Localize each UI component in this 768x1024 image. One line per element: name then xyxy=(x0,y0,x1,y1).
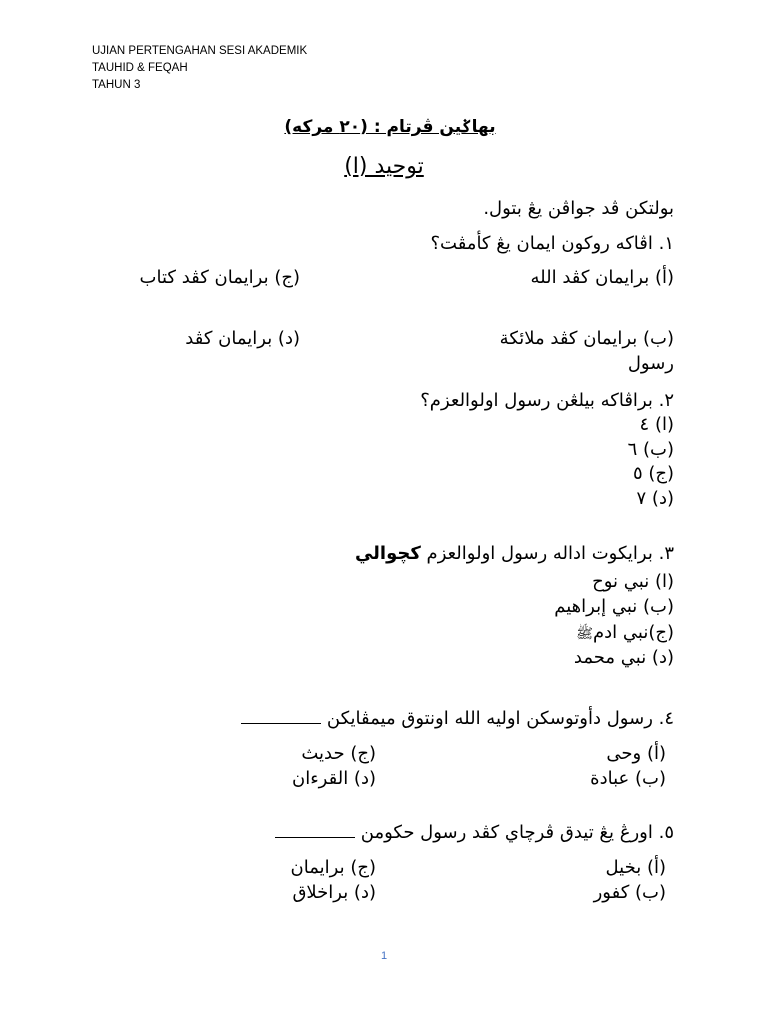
q3-option-a: (ا) نبي نوح xyxy=(592,571,674,592)
question-3-text: ٣. برايكوت اداله رسول اولوالعزم xyxy=(426,543,674,564)
q2-option-a: (ا) ٤ xyxy=(639,414,674,435)
q5-option-d: (د) براخلاق xyxy=(292,882,376,903)
question-3-keyword: كچوالي xyxy=(354,543,421,564)
question-5 xyxy=(275,822,674,844)
answer-blank xyxy=(241,721,321,724)
exam-title: UJIAN PERTENGAHAN SESI AKADEMIK xyxy=(92,45,308,57)
question-2: ٢. براڤاكه بيلڠن رسول اولوالعزم؟ xyxy=(420,390,674,411)
section-subtitle: توحيد (ا) xyxy=(344,154,424,179)
q3-option-b: (ب) نبي إبراهيم xyxy=(554,596,674,617)
q5-option-b: (ب) كفور xyxy=(593,882,666,903)
question-3 xyxy=(355,543,674,565)
q5-option-a: (أ) بخيل xyxy=(605,857,666,878)
subject-title: TAUHID & FEQAH xyxy=(92,62,188,74)
q3-option-c xyxy=(576,622,674,645)
q2-option-c: (ج) ٥ xyxy=(632,463,674,484)
question-4 xyxy=(241,708,674,730)
q4-option-c: (ج) حديث xyxy=(301,743,376,764)
q3-option-d: (د) نبي محمد xyxy=(573,647,674,668)
instruction: بولتكن ڤد جواڤن يڠ بتول. xyxy=(483,198,674,219)
section-title: بهاݢين ڤرتام : (٢٠ مركه) xyxy=(284,117,496,137)
q2-option-b: (ب) ٦ xyxy=(627,439,674,460)
q4-option-a: (أ) وحى xyxy=(606,743,666,764)
q1-option-d-continued: رسول xyxy=(627,353,674,374)
q1-option-a: (أ) برايمان كڤد الله xyxy=(530,267,674,288)
question-4-text: ٤. رسول دأوتوسكن اوليه الله اونتوق ميمڤايكن xyxy=(326,708,674,729)
salawat-symbol: ﷺ xyxy=(576,626,593,642)
page-number: 1 xyxy=(380,950,388,962)
q1-option-c: (ج) برايمان كڤد كتاب xyxy=(139,267,300,288)
q3-option-c-text: (ج)نبي ادم xyxy=(593,622,674,643)
q2-option-d: (د) ٧ xyxy=(636,488,674,509)
q4-option-b: (ب) عبادة xyxy=(590,768,666,789)
question-5-text: ٥. اورڠ يڠ تيدق ڤرچاي كڤد رسول حكومن xyxy=(360,822,674,843)
q1-option-d: (د) برايمان كڤد xyxy=(185,328,300,349)
year-label: TAHUN 3 xyxy=(92,79,141,91)
q5-option-c: (ج) برايمان xyxy=(290,857,376,878)
q4-option-d: (د) القرءان xyxy=(292,768,376,789)
q1-option-b: (ب) برايمان كڤد ملائكة xyxy=(499,328,674,349)
answer-blank xyxy=(275,835,355,838)
question-1: ١. اڤاكه روكون ايمان يڠ كأمڤت؟ xyxy=(430,233,674,254)
